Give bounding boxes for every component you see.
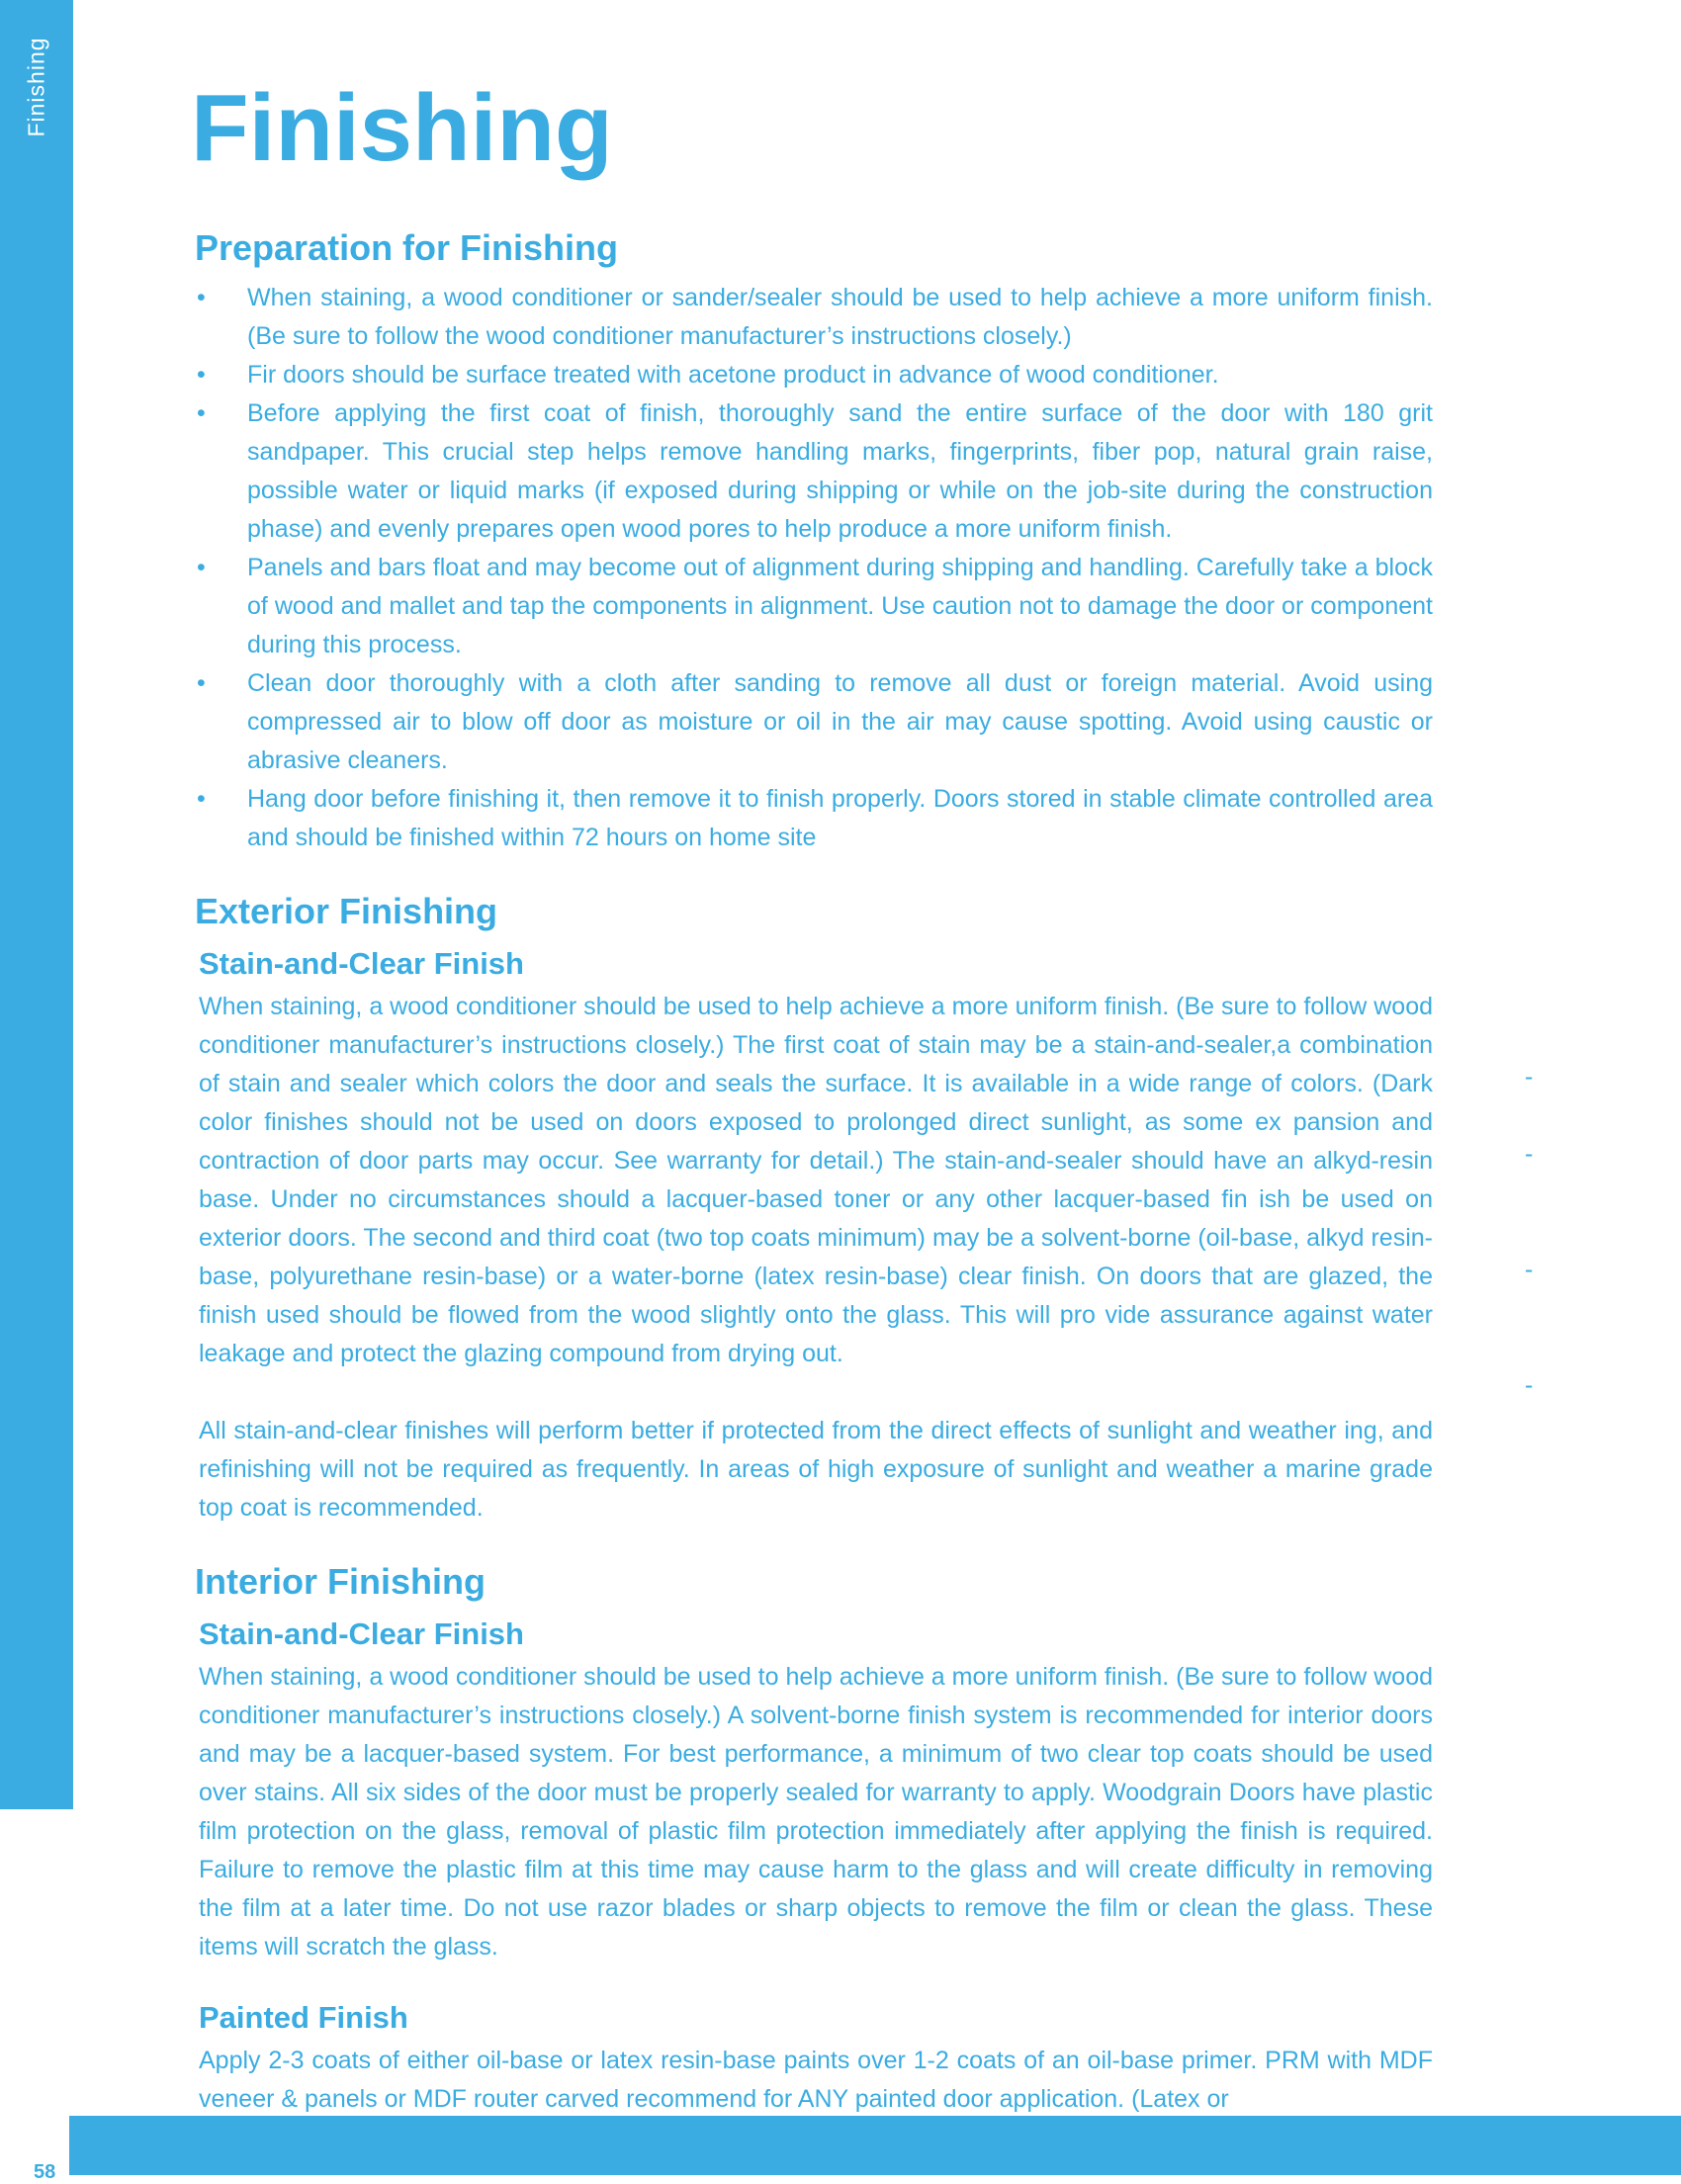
side-tab-bar bbox=[0, 0, 73, 1809]
hyphen-mark: - bbox=[1525, 1256, 1534, 1283]
list-item bbox=[191, 394, 1433, 549]
subheading-exterior-stain: Stain-and-Clear Finish bbox=[199, 946, 524, 981]
hyphen-mark: - bbox=[1525, 1140, 1534, 1168]
subheading-painted-finish: Painted Finish bbox=[199, 2000, 408, 2035]
list-item bbox=[191, 664, 1433, 780]
exterior-paragraph-2: All stain-and-clear finishes will perform better if protected from the direct effects of sunlight and weather ing, and refinishing will not be required as frequently. In areas of high exposure of sunlight and weather a marine grade top coat is recommended. bbox=[199, 1417, 1433, 1522]
list-item bbox=[191, 549, 1433, 664]
exterior-paragraph-1: When staining, a wood conditioner should be used to help achieve a more uniform finish. (Be sure to follow wood conditioner manufacturer’s instructions closely.) The first coat of stain may be a stain-and-sealer,a combination of stain and sealer which colors the door and seals the surface. It is available in a wide range of colors. (Dark color finishes should not be used on doors exposed to prolonged direct sunlight, as some ex pansion and contraction of door parts may occur. See warranty for detail.) The stain-and-sealer should have an alkyd-resin base. Under no circumstances should a lacquer-based toner or any other lacquer-based fin ish be used on exterior doors. The second and third coat (two top coats minimum) may be a solvent-borne (oil-base, alkyd resin-base, polyurethane resin-base) or a water-borne (latex resin-base) clear finish. On doors that are glazed, the finish used should be flowed from the wood slightly onto the glass. This will pro vide assurance against water leakage and protect the glazing compound from drying out. bbox=[199, 993, 1433, 1367]
bullet-icon: • bbox=[197, 669, 206, 697]
list-item bbox=[191, 780, 1433, 857]
list-item-text: Hang door before finishing it, then remove it to finish properly. Doors stored in stable climate controlled area and should be finished within 72 hours on home site bbox=[247, 785, 1433, 851]
subheading-interior-stain: Stain-and-Clear Finish bbox=[199, 1616, 524, 1651]
bullet-icon: • bbox=[197, 361, 206, 389]
list-item-text: Panels and bars float and may become out of alignment during shipping and handling. Carefully take a block of wood and mallet and tap the components in alignment. Use caution not to damage the door or component during this process. bbox=[247, 554, 1433, 658]
side-tab-label: Finishing bbox=[23, 37, 49, 137]
list-item bbox=[191, 356, 1433, 394]
list-item-text: Fir doors should be surface treated with acetone product in advance of wood conditioner. bbox=[247, 361, 1219, 389]
list-item-text: Before applying the first coat of finish, thoroughly sand the entire surface of the door with 180 grit sandpaper. This crucial step helps remove handling marks, fingerprints, fiber pop, natural grain raise, possible water or liquid marks (if exposed during shipping or while on the job-site during the construction phase) and evenly prepares open wood pores to help produce a more uniform finish. bbox=[247, 399, 1433, 543]
bullet-icon: • bbox=[197, 284, 206, 311]
list-item-text: When staining, a wood conditioner or sander/sealer should be used to help achieve a more uniform finish. (Be sure to follow the wood conditioner manufacturer’s instructions closely.) bbox=[247, 284, 1433, 350]
bullet-icon: • bbox=[197, 554, 206, 581]
page-content bbox=[191, 59, 1433, 2119]
page-number: 58 bbox=[34, 2161, 56, 2183]
bullet-icon: • bbox=[197, 785, 206, 813]
footer-bar bbox=[69, 2116, 1681, 2175]
list-item bbox=[191, 279, 1433, 356]
hyphen-mark: - bbox=[1525, 1371, 1534, 1399]
hyphen-mark: - bbox=[1525, 1063, 1534, 1091]
interior-paragraph-1: When staining, a wood conditioner should be used to help achieve a more uniform finish. (Be sure to follow wood conditioner manufacturer’s instructions closely.) A solvent-borne finish system is recommended for interior doors and may be a lacquer-based system. For best performance, a minimum of two clear top coats should be used over stains. All six sides of the door must be properly sealed for warranty to apply. Woodgrain Doors have plastic film protection on the glass, removal of plastic film protection immediately after applying the finish is required. Failure to remove the plastic film at this time may cause harm to the glass and will create difficulty in removing the film at a later time. Do not use razor blades or sharp objects to remove the film or clean the glass. These items will scratch the glass. bbox=[199, 1663, 1433, 1961]
section-heading-interior: Interior Finishing bbox=[195, 1561, 486, 1602]
list-item-text: Clean door thoroughly with a cloth after sanding to remove all dust or foreign material. Avoid using compressed air to blow off door as moisture or oil in the air may cause spotting. Avoid using caustic or abrasive cleaners. bbox=[247, 669, 1433, 774]
bullet-icon: • bbox=[197, 399, 206, 427]
section-heading-exterior: Exterior Finishing bbox=[195, 891, 498, 931]
section-heading-preparation: Preparation for Finishing bbox=[195, 227, 619, 268]
page-title: Finishing bbox=[191, 75, 613, 181]
preparation-list bbox=[191, 279, 1433, 857]
painted-paragraph: Apply 2-3 coats of either oil-base or latex resin-base paints over 1-2 coats of an oil-base primer. PRM with MDF veneer & panels or MDF router carved recommend for ANY painted door application. (Latex or bbox=[199, 2047, 1433, 2113]
